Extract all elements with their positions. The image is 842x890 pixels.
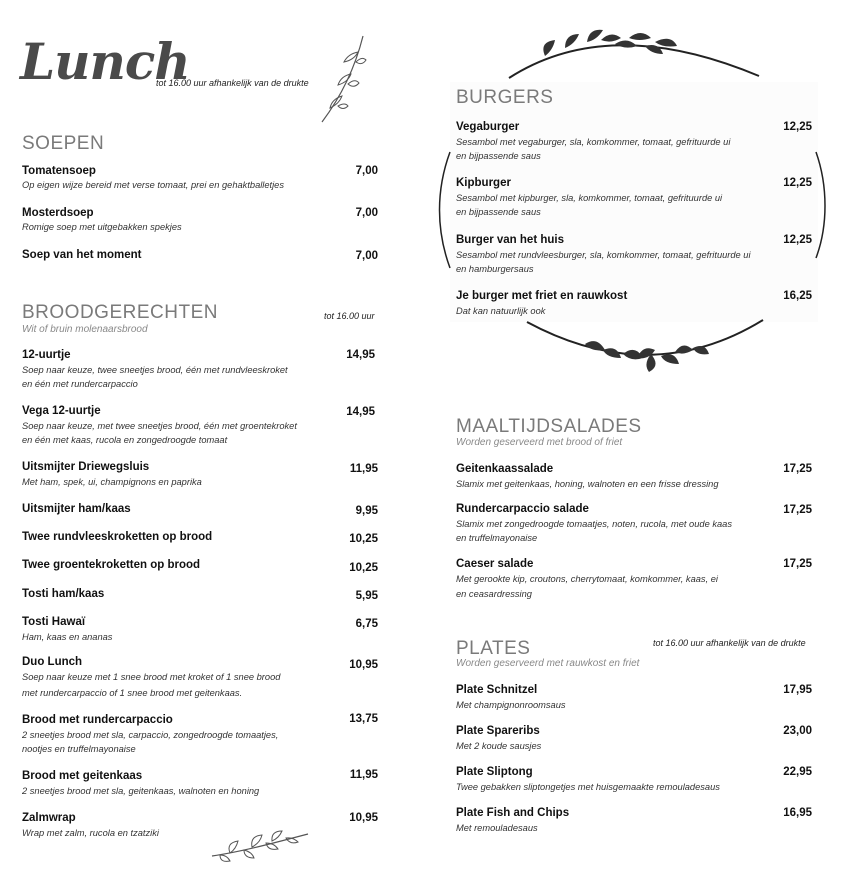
menu-item-name: Tomatensoep (22, 165, 96, 177)
menu-item-name: 12-uurtje (22, 349, 71, 361)
menu-item-desc: en één met rundercarpaccio (22, 379, 138, 389)
broodgerechten-subtitle: Wit of bruin molenaarsbrood (22, 324, 148, 335)
menu-item-desc: Met remouladesaus (456, 823, 538, 833)
menu-item-desc: 2 sneetjes brood met sla, carpaccio, zongedroogde tomaatjes, (22, 730, 279, 740)
menu-item-price: 22,95 (783, 766, 812, 778)
menu-item-name: Plate Schnitzel (456, 684, 538, 696)
leaf-branch-icon (210, 830, 310, 864)
menu-item-price: 14,95 (346, 349, 375, 361)
menu-item-desc: Slamix met zongedroogde tomaatjes, noten, rucola, met oude kaas (456, 519, 732, 529)
menu-item-desc: Soep naar keuze, twee sneetjes brood, één met rundvleeskroket (22, 365, 288, 375)
page-title: Lunch (20, 32, 190, 91)
leaf-sprig-icon (318, 34, 368, 126)
menu-item-price: 10,95 (349, 659, 378, 671)
menu-item-desc: Sesambol met rundvleesburger, sla, komkommer, tomaat, gefrituurde ui (456, 250, 751, 260)
wreath-side-right-icon (812, 150, 832, 260)
menu-item-desc: Sesambol met vegaburger, sla, komkommer, tomaat, gefrituurde ui (456, 137, 731, 147)
wreath-top-icon (505, 22, 765, 80)
menu-item-name: Tosti ham/kaas (22, 588, 105, 600)
menu-item-desc: en ceasardressing (456, 589, 532, 599)
menu-item-name: Kipburger (456, 177, 511, 189)
menu-item-name: Vegaburger (456, 121, 520, 133)
plates-subtitle: Worden geserveerd met rauwkost en friet (456, 658, 640, 669)
burgers-heading: BURGERS (456, 87, 554, 108)
menu-item-price: 10,95 (349, 812, 378, 824)
menu-item-desc: en bijpassende saus (456, 207, 541, 217)
menu-item-desc: 2 sneetjes brood met sla, geitenkaas, walnoten en honing (22, 786, 260, 796)
menu-item-name: Je burger met friet en rauwkost (456, 290, 628, 302)
menu-item-name: Twee rundvleeskroketten op brood (22, 531, 213, 543)
menu-item-name: Caeser salade (456, 558, 534, 570)
menu-item-price: 7,00 (355, 250, 378, 262)
menu-item-price: 6,75 (355, 618, 378, 630)
wreath-side-left-icon (434, 150, 454, 270)
menu-item-name: Duo Lunch (22, 656, 83, 668)
menu-item-name: Zalmwrap (22, 812, 76, 824)
menu-item-name: Mosterdsoep (22, 207, 94, 219)
menu-item-price: 10,25 (349, 562, 378, 574)
menu-item-price: 17,95 (783, 684, 812, 696)
menu-item-name: Plate Fish and Chips (456, 807, 570, 819)
menu-item-desc: Twee gebakken sliptongetjes met huisgemaakte remouladesaus (456, 782, 720, 792)
menu-item-desc: Sesambol met kipburger, sla, komkommer, tomaat, gefrituurde ui (456, 193, 723, 203)
menu-item-name: Brood met geitenkaas (22, 770, 143, 782)
menu-item-price: 14,95 (346, 406, 375, 418)
menu-item-name: Plate Sliptong (456, 766, 533, 778)
menu-item-desc: Soep naar keuze, met twee sneetjes brood, één met groentekroket (22, 421, 297, 431)
menu-item-price: 7,00 (355, 207, 378, 219)
menu-item-price: 12,25 (783, 234, 812, 246)
menu-item-name: Plate Spareribs (456, 725, 540, 737)
menu-item-price: 9,95 (355, 505, 378, 517)
menu-item-price: 17,25 (783, 504, 812, 516)
menu-item-desc: Met gerookte kip, croutons, cherrytomaat, komkommer, kaas, ei (456, 574, 718, 584)
broodgerechten-hours-note: tot 16.00 uur (324, 311, 375, 321)
menu-item-price: 23,00 (783, 725, 812, 737)
wreath-bottom-icon (525, 318, 765, 376)
menu-item-price: 12,25 (783, 121, 812, 133)
menu-item-desc: Slamix met geitenkaas, honing, walnoten en een frisse dressing (456, 479, 719, 489)
menu-item-name: Soep van het moment (22, 249, 142, 261)
salades-subtitle: Worden geserveerd met brood of friet (456, 437, 623, 448)
hours-note: tot 16.00 uur afhankelijk van de drukte (156, 78, 309, 88)
menu-item-desc: Dat kan natuurlijk ook (456, 306, 546, 316)
menu-item-name: Twee groentekroketten op brood (22, 559, 201, 571)
menu-item-desc: Op eigen wijze bereid met verse tomaat, prei en gehaktballetjes (22, 180, 285, 190)
menu-item-price: 11,95 (349, 463, 378, 475)
menu-item-desc: Wrap met zalm, rucola en tzatziki (22, 828, 159, 838)
broodgerechten-heading: BROODGERECHTEN (22, 302, 218, 323)
menu-item-price: 11,95 (349, 769, 378, 781)
menu-item-desc: en één met kaas, rucola en zongedroogde tomaat (22, 435, 228, 445)
salades-heading: MAALTIJDSALADES (456, 416, 642, 437)
menu-item-desc: Met 2 koude sausjes (456, 741, 542, 751)
menu-item-price: 12,25 (783, 177, 812, 189)
menu-item-price: 10,25 (349, 533, 378, 545)
menu-item-desc: nootjes en truffelmayonaise (22, 744, 136, 754)
menu-item-desc: Met ham, spek, ui, champignons en paprika (22, 477, 202, 487)
menu-item-name: Burger van het huis (456, 234, 564, 246)
menu-item-price: 16,25 (783, 290, 812, 302)
menu-item-desc: en bijpassende saus (456, 151, 541, 161)
menu-item-price: 16,95 (783, 807, 812, 819)
menu-item-name: Rundercarpaccio salade (456, 503, 589, 515)
menu-item-price: 5,95 (355, 590, 378, 602)
menu-item-name: Vega 12-uurtje (22, 405, 101, 417)
menu-item-name: Brood met rundercarpaccio (22, 714, 173, 726)
menu-item-name: Geitenkaassalade (456, 463, 554, 475)
menu-item-desc: Ham, kaas en ananas (22, 632, 113, 642)
menu-item-desc: en hamburgersaus (456, 264, 534, 274)
menu-item-name: Uitsmijter ham/kaas (22, 503, 131, 515)
plates-heading: PLATES (456, 638, 531, 659)
plates-hours-note: tot 16.00 uur afhankelijk van de drukte (653, 638, 806, 648)
menu-item-desc: met rundercarpaccio of 1 snee brood met geitenkaas. (22, 688, 243, 698)
soepen-heading: SOEPEN (22, 133, 105, 154)
menu-item-price: 13,75 (349, 713, 378, 725)
menu-item-price: 17,25 (783, 558, 812, 570)
menu-item-name: Tosti Hawaï (22, 616, 86, 628)
menu-item-desc: Met champignonroomsaus (456, 700, 566, 710)
menu-item-price: 7,00 (355, 165, 378, 177)
menu-item-price: 17,25 (783, 463, 812, 475)
menu-item-desc: Soep naar keuze met 1 snee brood met kroket of 1 snee brood (22, 672, 281, 682)
menu-item-desc: en truffelmayonaise (456, 533, 538, 543)
menu-item-desc: Romige soep met uitgebakken spekjes (22, 222, 182, 232)
menu-item-name: Uitsmijter Driewegsluis (22, 461, 150, 473)
